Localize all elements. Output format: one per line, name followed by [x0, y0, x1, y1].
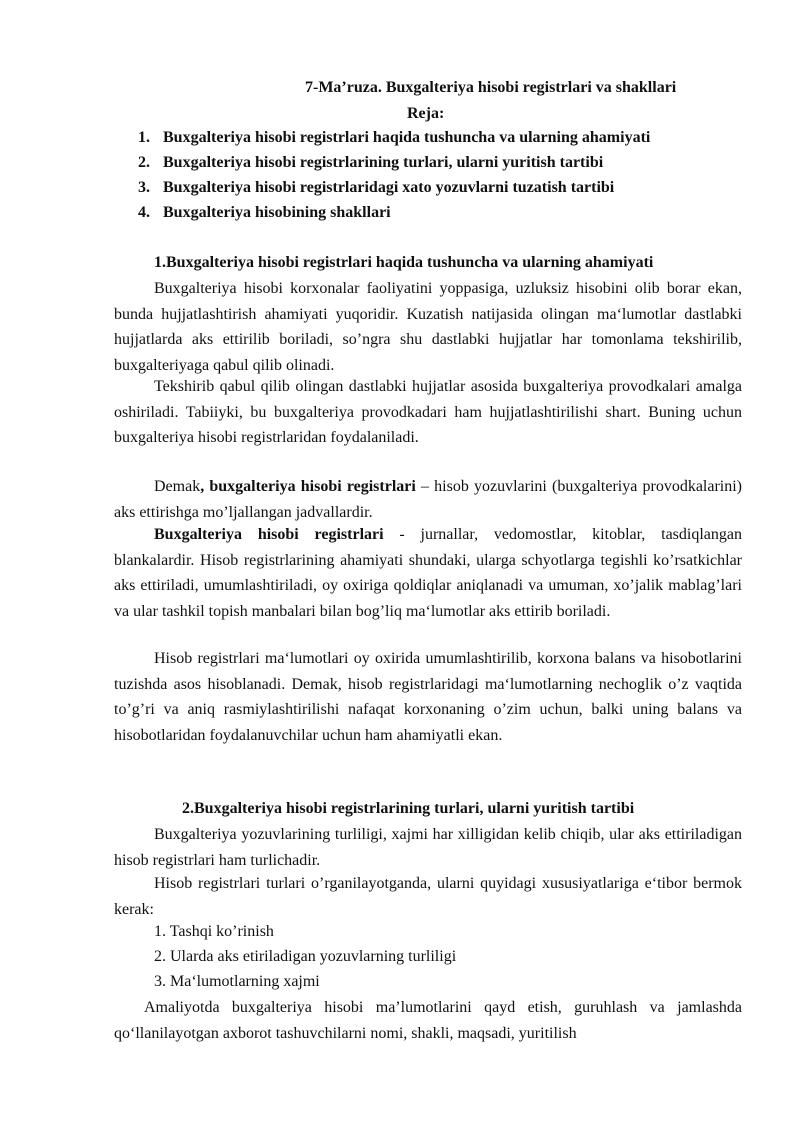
paragraph-text: – hisob yozuvlarini (buxgalteriya provodkalarini) aks ettirishga mo’ljallangan jadvallardir. [114, 478, 743, 521]
plan-item-text: Buxgalteriya hisobi registrlarining turlari, ularni yuritish tartibi [163, 154, 604, 171]
section-1-heading: 1.Buxgalteriya hisobi registrlari haqida tushuncha va ularning ahamiyati [154, 254, 654, 271]
section-1-paragraph [114, 474, 742, 525]
section-1-paragraph [114, 522, 742, 624]
section-1-paragraph: Hisob registrlari ma‘lumotlari oy oxirida umumlashtirilib, korxona balans va hisobotlarini tuzishda asos hisoblanadi. Demak, hisob registrlaridagi ma‘lumotlarning nechoglik o’z vaqtida to’g’ri va aniq rasmiylashtirilishi nafaqat korxonaning o’zim uchun, balki uning balans va hisobotlaridan foydalanuvchilar uchun ham ahamiyatli ekan. [114, 650, 742, 744]
plan-item-text: Buxgalteriya hisobi registrlari haqida tushuncha va ularning ahamiyati [163, 129, 651, 146]
plan-item-text: Buxgalteriya hisobi registrlaridagi xato yozuvlarni tuzatish tartibi [163, 179, 615, 196]
list-item: 3. Ma‘lumotlarning xajmi [154, 973, 320, 990]
plan-item-number: 4. [138, 204, 150, 221]
plan-item-text: Buxgalteriya hisobining shakllari [163, 204, 391, 221]
plan-item-number: 1. [138, 129, 150, 146]
paragraph-text: - jurnallar, vedomostlar, kitoblar, tasdiqlangan blankalardir. Hisob registrlarining ahamiyati shundaki, ularga schyotlarga tegishli ko’rsatkichlar aks ettiriladi, umumlashtiriladi, oy oxiriga qoldiqlar aniqlanadi va umuman, xo’jalik mablag’lari va ular tashkil topish manbalari bilan bog’liq ma‘lumotlar aks ettirib boriladi. [114, 526, 742, 620]
bold-term: , buxgalteriya hisobi registrlari [200, 478, 416, 495]
plan-heading: Reja: [407, 105, 445, 122]
plan-item [138, 151, 742, 175]
plan-item [138, 176, 742, 200]
list-item: 2. Ularda aks etiriladigan yozuvlarning turliligi [154, 948, 457, 965]
list-item: 1. Tashqi ko’rinish [154, 923, 274, 940]
section-2-paragraph: Buxgalteriya yozuvlarining turliligi, xajmi har xilligidan kelib chiqib, ular aks ettiriladigan hisob registrlari ham turlichadir. [114, 826, 742, 869]
plan-item-number: 2. [138, 154, 150, 171]
section-2-paragraph: Hisob registrlari turlari o’rganilayotganda, ularni quyidagi xususiyatlariga e‘tibor bermok kerak: [114, 875, 742, 918]
lecture-title: 7-Ma’ruza. Buxgalteriya hisobi registrlari va shakllari [305, 79, 677, 96]
plan-item [138, 201, 742, 225]
plan-item-number: 3. [138, 179, 150, 196]
section-1-paragraph: Buxgalteriya hisobi korxonalar faoliyatini yoppasiga, uzluksiz hisobini olib borar ekan, bunda hujjatlashtirish ahamiyati yuqoridir. Kuzatish natijasida olingan ma‘lumotlar dastlabki hujjatlarda aks ettirilib boriladi, so’ngra shu dastlabki hujjatlar har tomonlama tekshirilib, buxgalteriyaga qabul qilib olinadi. [114, 280, 742, 374]
bold-term: Buxgalteriya hisobi registrlari [154, 526, 384, 543]
paragraph-text: Demak [154, 478, 201, 495]
section-1-paragraph: Tekshirib qabul qilib olingan dastlabki hujjatlar asosida buxgalteriya provodkalari amalga oshiriladi. Tabiiyki, bu buxgalteriya provodkadari ham hujjatlashtirilishi shart. Buning uchun buxgalteriya hisobi registrlaridan foydalaniladi. [114, 378, 742, 447]
plan-item [138, 126, 742, 150]
section-2-paragraph: Amaliyotda buxgalteriya hisobi ma’lumotlarini qayd etish, guruhlash va jamlashda qo‘llanilayotgan axborot tashuvchilarni nomi, shakli, maqsadi, yuritilish [114, 999, 742, 1042]
section-2-heading: 2.Buxgalteriya hisobi registrlarining turlari, ularni yuritish tartibi [182, 800, 635, 817]
